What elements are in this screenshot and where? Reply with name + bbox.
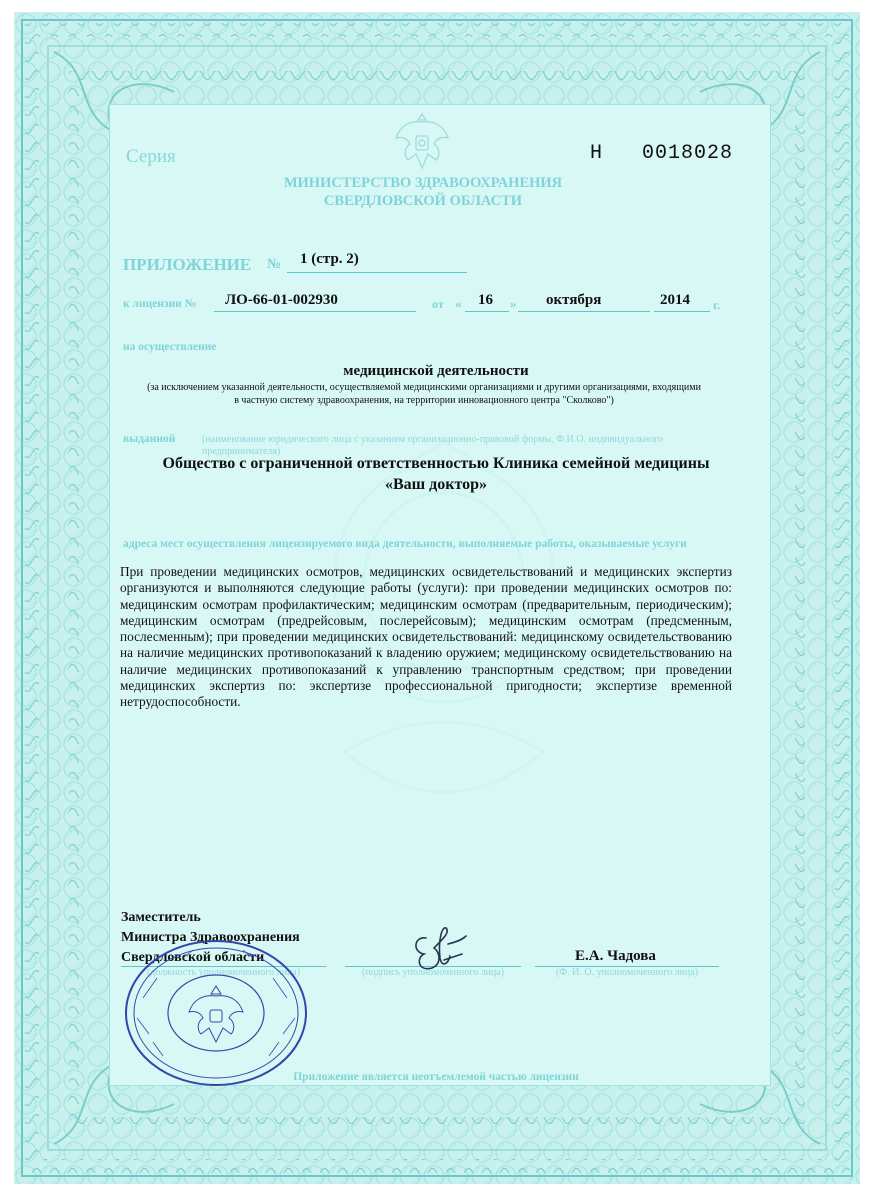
activity-note: (за исключением указанной деятельности, осуществляемой медицинскими организациями и другими организациями, входящими в частную систему здравоохранения, на территории инновационного центра "Сколково") — [147, 382, 701, 406]
issued-label: выданной — [123, 433, 176, 445]
ministry-line-1: МИНИСТЕРСТВО ЗДРАВООХРАНЕНИЯ — [283, 175, 563, 191]
appendix-number: 1 (стр. 2) — [300, 251, 359, 267]
organization-name-line-1: Общество с ограниченной ответственностью Клиника семейной медицины — [162, 455, 710, 472]
license-quote-open: « — [455, 296, 462, 311]
license-year-line — [654, 311, 710, 312]
appendix-number-line — [287, 272, 467, 273]
addresses-label: адреса мест осуществления лицензируемого вида деятельности, выполняемые работы, оказываемые услуги — [123, 538, 687, 550]
appendix-label: ПРИЛОЖЕНИЕ — [123, 255, 252, 274]
license-quote-close: » — [510, 296, 517, 311]
license-month-line — [518, 311, 650, 312]
works-services-text: При проведении медицинских осмотров, медицинских освидетельствований и медицинских экспертиз организуются и выполняются следующие работы (услуги): при проведении медицинских осмотров по: медицинским осмотрам профилактическим; медицинским осмотрам (предварительным, периодическим); медицинским осмотрам (предрейсовым, послерейсовым); медицинским осмотрам (предсменным, послесменным); при проведении медицинских освидетельствований: медицинскому освидетельствованию на наличие медицинских противопоказаний к владению оружием; медицинскому освидетельствованию на наличие медицинских противопоказаний к управлению транспортным средством; при проведении медицинских экспертиз по: экспертизе профессиональной пригодности; экспертизе временной нетрудоспособности. — [120, 564, 732, 710]
issued-hint: (наименование юридического лица с указанием организационно-правовой формы, Ф.И.О. индивидуального предпринимателя) — [202, 434, 663, 457]
coat-of-arms-icon — [392, 110, 452, 174]
license-day: 16 — [478, 292, 493, 308]
organization-name-line-2: «Ваш доктор» — [384, 476, 488, 493]
license-number: ЛО-66-01-002930 — [225, 292, 338, 308]
signatory-name: Е.А. Чадова — [575, 948, 656, 964]
activity-title: медицинской деятельности — [343, 363, 529, 379]
license-year: 2014 — [660, 292, 690, 308]
signature-hint: (подпись уполномоченного лица) — [361, 967, 505, 978]
license-month: октября — [546, 292, 602, 308]
ministry-line-2: СВЕРДЛОВСКОЙ ОБЛАСТИ — [323, 193, 523, 209]
handwritten-signature — [404, 918, 474, 978]
signatory-position-line-2: Министра Здравоохранения — [121, 930, 300, 945]
activity-label: на осуществление — [123, 341, 217, 353]
license-number-line — [214, 311, 416, 312]
license-from-label: от — [432, 297, 444, 311]
footer-note: Приложение является неотъемлемой частью лицензии — [293, 1071, 579, 1083]
serial-number: Н 0018028 — [590, 142, 734, 165]
appendix-number-sign: № — [267, 257, 282, 272]
position-hint: (должность уполномоченного лица) — [146, 967, 301, 978]
series-label: Серия — [126, 146, 176, 167]
official-stamp-icon — [123, 938, 309, 1088]
license-year-suffix: г. — [713, 298, 721, 312]
license-day-line — [465, 311, 509, 312]
name-hint: (Ф. И. О. уполномоченного лица) — [555, 967, 699, 978]
signatory-position-line-1: Заместитель — [121, 910, 201, 925]
license-prefix: к лицензии № — [123, 298, 197, 310]
signatory-position-line-3: Свердловской области — [121, 950, 265, 965]
